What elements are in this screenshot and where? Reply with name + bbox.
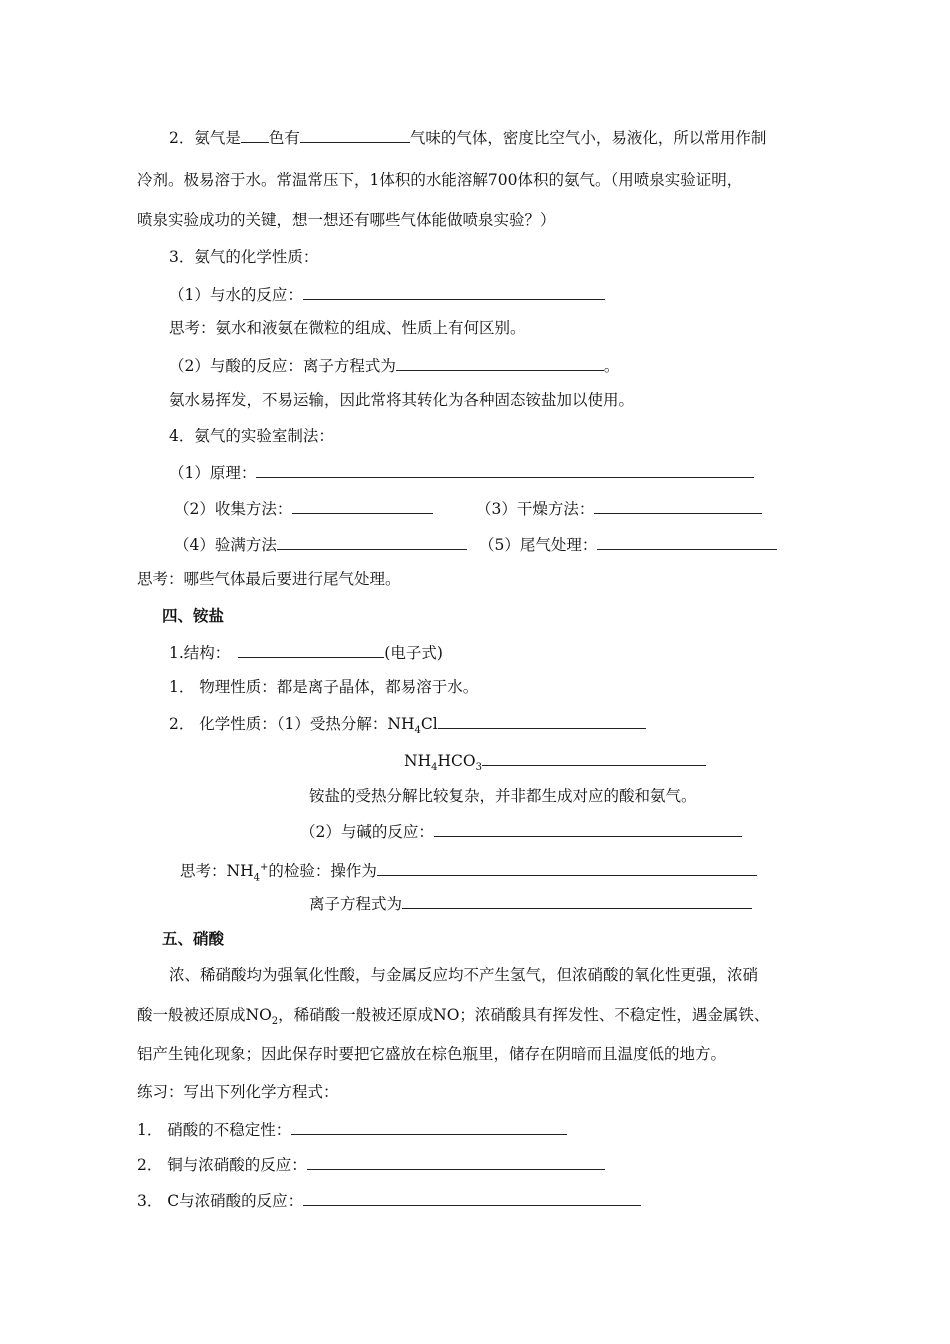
dry-line xyxy=(476,498,762,519)
think-tail-gas: 思考：哪些气体最后要进行尾气处理。 xyxy=(137,570,401,588)
think-plus-superscript: + xyxy=(259,862,269,873)
principle-blank[interactable] xyxy=(256,462,754,478)
base-reaction-label: （2）与碱的反应： xyxy=(300,823,434,841)
co3-subscript: 3 xyxy=(475,762,482,774)
nh4hco3-blank[interactable] xyxy=(482,750,706,766)
check-full-line xyxy=(174,534,467,555)
dry-blank[interactable] xyxy=(594,498,762,514)
exercise-1-label: 1． 硝酸的不稳定性： xyxy=(137,1121,292,1139)
nitric-para-line1: 浓、稀硝酸均为强氧化性酸，与金属反应均不产生氢气，但浓硝酸的氧化性更强，浓硝 xyxy=(169,966,759,984)
ionic-equation-line xyxy=(309,893,752,914)
exercise-3-blank[interactable] xyxy=(303,1190,641,1206)
no2-subscript: 2 xyxy=(271,1016,279,1028)
odor-blank[interactable] xyxy=(300,127,410,143)
ionic-equation-label: 离子方程式为 xyxy=(309,895,403,913)
exercise-1-line xyxy=(137,1119,567,1140)
nitric-para-line2 xyxy=(137,1005,769,1032)
acid-reaction-line xyxy=(169,355,619,376)
nh4cl-line xyxy=(169,713,646,741)
water-reaction-line xyxy=(169,284,605,305)
tail-gas-label: （5）尾气处理： xyxy=(479,536,598,554)
tail-gas-blank[interactable] xyxy=(597,534,777,550)
ammonium-physical: 1． 物理性质：都是离子晶体，都易溶于水。 xyxy=(169,678,479,696)
base-reaction-line xyxy=(300,821,742,842)
tail-gas-line xyxy=(479,534,777,555)
check-full-label: （4）验满方法 xyxy=(174,536,277,554)
collect-blank[interactable] xyxy=(292,498,433,514)
structure-label: 1.结构： xyxy=(169,644,231,662)
nh4-test-line xyxy=(180,858,757,888)
exercise-2-line xyxy=(137,1154,605,1175)
nitric-para-line2-b: ，稀硝酸一般被还原成NO；浓硝酸具有挥发性、不稳定性，遇金属铁、 xyxy=(278,1006,770,1024)
structure-blank[interactable] xyxy=(238,642,384,658)
ammonia-property-text: 气味的气体，密度比空气小，易液化，所以常用作制 xyxy=(409,129,767,147)
think-nh-text: 思考：NH xyxy=(180,862,254,881)
ammonia-water-note: 氨水易挥发，不易运输，因此常将其转化为各种固态铵盐加以使用。 xyxy=(169,391,635,409)
exercise-2-label: 2． 铜与浓硝酸的反应： xyxy=(137,1156,307,1174)
structure-line xyxy=(169,642,443,663)
nh4cl-blank[interactable] xyxy=(438,713,646,729)
nh-text: NH xyxy=(404,752,432,770)
section-ammonium-heading: 四、铵盐 xyxy=(162,606,225,625)
acid-reaction-label: （2）与酸的反应：离子方程式为 xyxy=(169,357,396,375)
electron-formula-note: (电子式) xyxy=(384,644,443,662)
color-suffix-text: 色有 xyxy=(268,129,300,147)
ammonia-intro-text: 2．氨气是 xyxy=(169,129,241,147)
hco-text: HCO xyxy=(437,752,476,770)
principle-label: （1）原理： xyxy=(169,464,257,482)
principle-line xyxy=(169,462,754,483)
exercise-1-blank[interactable] xyxy=(291,1119,567,1135)
exercise-2-blank[interactable] xyxy=(307,1154,605,1170)
ionic-equation-blank[interactable] xyxy=(402,893,752,909)
acid-reaction-blank[interactable] xyxy=(396,355,604,371)
nh4hco3-line xyxy=(404,750,706,778)
ammonia-physical-line1 xyxy=(169,127,766,148)
dry-label: （3）干燥方法： xyxy=(476,500,595,518)
chem-property-label: 2． 化学性质：（1）受热分解：NH xyxy=(169,715,415,733)
collect-line xyxy=(174,498,433,519)
nh4-test-blank[interactable] xyxy=(377,860,757,876)
acid-reaction-period: 。 xyxy=(603,357,620,375)
collect-label: （2）收集方法： xyxy=(174,500,293,518)
exercise-3-line xyxy=(137,1190,641,1211)
nh4-subscript: 4 xyxy=(414,725,421,737)
decomposition-note: 铵盐的受热分解比较复杂，并非都生成对应的酸和氨气。 xyxy=(309,787,697,805)
ammonia-physical-line2: 冷剂。极易溶于水。常温常压下，1体积的水能溶解700体积的氨气。（用喷泉实验证明， xyxy=(137,171,743,189)
base-reaction-blank[interactable] xyxy=(434,821,742,837)
section-nitric-acid-heading: 五、硝酸 xyxy=(162,929,225,948)
chemical-property-title: 3．氨气的化学性质： xyxy=(169,248,319,266)
think-ammonia-water: 思考：氨水和液氨在微粒的组成、性质上有何区别。 xyxy=(169,319,526,337)
color-blank[interactable] xyxy=(241,127,269,143)
think-nh4-subscript: 4 xyxy=(253,872,260,884)
lab-prep-title: 4．氨气的实验室制法： xyxy=(169,427,334,445)
ammonia-physical-line3: 喷泉实验成功的关键，想一想还有哪些气体能做喷泉实验？） xyxy=(137,211,556,229)
practice-title: 练习：写出下列化学方程式： xyxy=(137,1083,339,1101)
check-full-blank[interactable] xyxy=(277,534,467,550)
nitric-para-line3: 铝产生钝化现象；因此保存时要把它盛放在棕色瓶里，储存在阴暗而且温度低的地方。 xyxy=(137,1045,727,1063)
exercise-3-label: 3． C与浓硝酸的反应： xyxy=(137,1192,304,1210)
nh4-subscript-2: 4 xyxy=(431,762,438,774)
nitric-para-line2-a: 酸一般被还原成NO xyxy=(137,1006,272,1024)
water-reaction-label: （1）与水的反应： xyxy=(169,286,303,304)
cl-text: Cl xyxy=(420,715,438,733)
nh4-test-label: 的检验：操作为 xyxy=(268,862,377,881)
water-reaction-blank[interactable] xyxy=(303,284,605,300)
